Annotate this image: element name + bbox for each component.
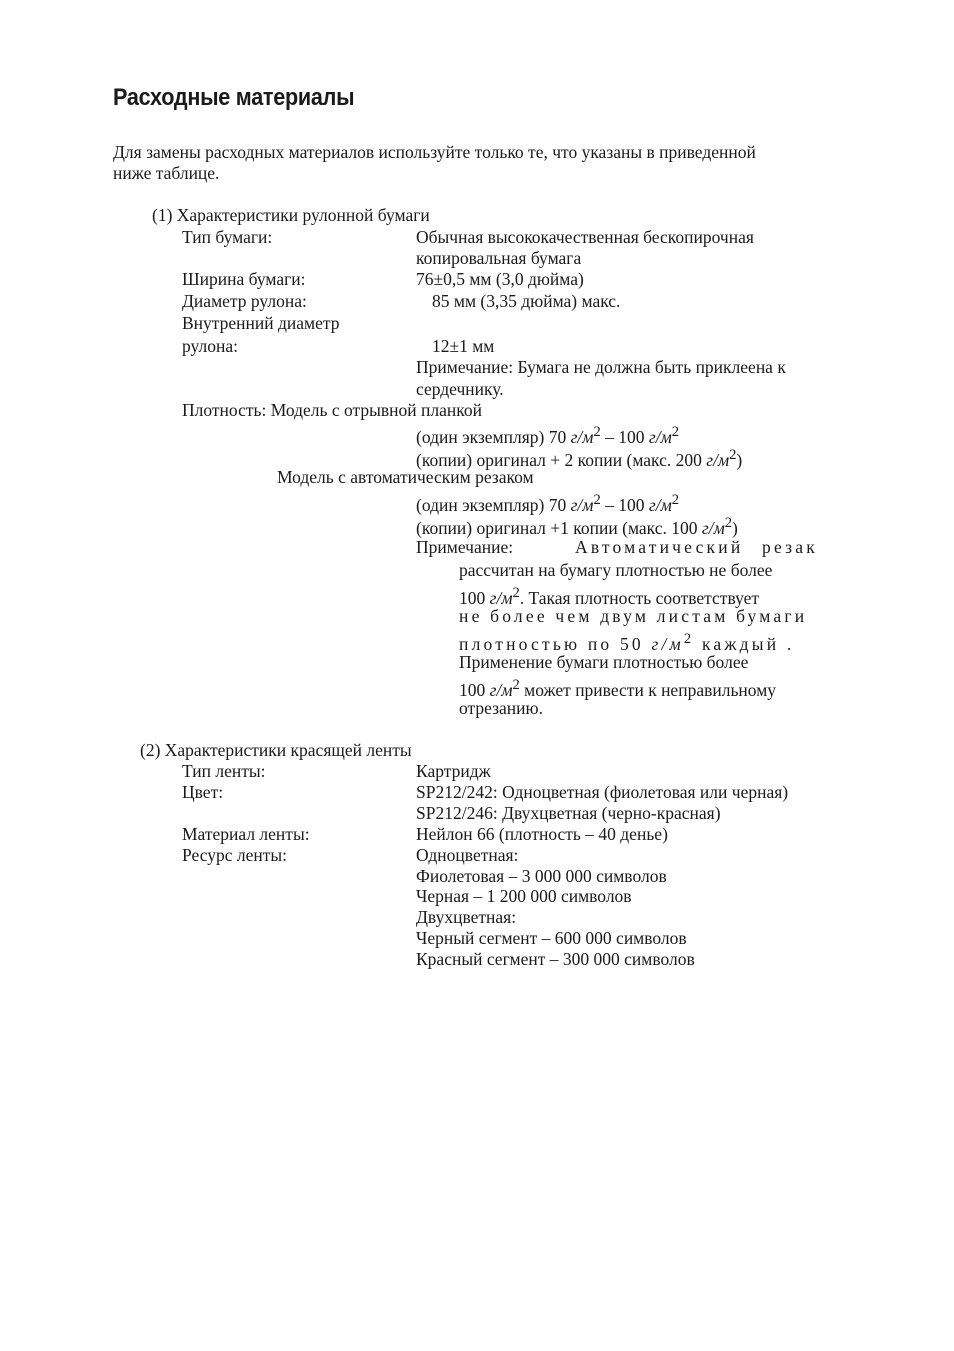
cutter-note-line-6: Применение бумаги плотностью более [459,652,749,672]
tearbar-single-density: (один экземпляр) 70 $г/м^2 - 100$ $г/м^2$ [416,424,680,447]
inner-diameter-label-1: Внутренний диаметр [182,313,340,333]
inner-note-line-2: сердечнику. [416,379,504,399]
cutter-single-density: (один экземпляр) 70 $г/м^2 - 100$ $г/м^2$ [416,492,680,515]
ribbon-life-value-6: Красный сегмент – 300 000 символов [416,949,695,969]
paper-type-value-2: копировальная бумага [416,248,582,268]
ribbon-material-label: Материал ленты: [182,824,310,844]
paper-width-label: Ширина бумаги: [182,269,306,289]
paper-type-label: Тип бумаги: [182,227,273,247]
cutter-note-line-2: рассчитан на бумагу плотностью не более [459,560,773,580]
inner-diameter-value: 12±1 мм [432,336,495,356]
ribbon-life-value-1: Одноцветная: [416,845,519,865]
page-title: Расходные материалы [113,84,355,111]
inner-note-line-1: Примечание: Бумага не должна быть приклеена к [416,357,786,377]
density-label: Плотность: Модель с отрывной планкой [182,400,482,420]
tearbar-copies-density: (копии) оригинал + 2 копии (макс. 200 $г/м^2$) [416,447,743,470]
paper-width-value: 76±0,5 мм (3,0 дюйма) [416,269,584,289]
ribbon-type-value: Картридж [416,761,491,781]
cutter-note-word-1: Автоматический [575,537,744,557]
roll-diameter-label: Диаметр рулона: [182,291,307,311]
inner-diameter-label-2: рулона: [182,336,238,356]
roll-diameter-value: 85 мм (3,35 дюйма) макс. [432,291,621,311]
cutter-note-line-3: 100 $г/м^2$. Такая плотность соответствует [459,585,760,608]
ribbon-life-value-3: Черная – 1 200 000 символов [416,886,632,906]
cutter-copies-density: (копии) оригинал +1 копии (макс. 100 $г/м^2$) [416,515,738,538]
ribbon-color-value-1: SP212/242: Одноцветная (фиолетовая или черная) [416,782,789,802]
ribbon-color-label: Цвет: [182,782,224,802]
cutter-note-prefix: Примечание: [416,537,514,557]
paper-type-value-1: Обычная высококачественная бескопирочная [416,227,754,247]
intro-line-1: Для замены расходных материалов используйте только те, что указаны в приведенной [113,142,756,162]
ribbon-color-value-2: SP212/246: Двухцветная (черно-красная) [416,803,721,823]
cutter-note-line-4: не более чем двум листам бумаги [459,606,808,626]
ribbon-type-label: Тип ленты: [182,761,266,781]
cutter-note-line-7: 100 $г/м^2$ может привести к неправильному [459,677,777,700]
cutter-note-line-8: отрезанию. [459,698,543,718]
ribbon-life-label: Ресурс ленты: [182,845,288,865]
ribbon-life-value-4: Двухцветная: [416,907,517,927]
ribbon-material-value: Нейлон 66 (плотность – 40 денье) [416,824,668,844]
cutter-note-line-5: плотностью по 50 $г/м^2$ каждый . [459,631,795,654]
paper-section-heading: (1) Характеристики рулонной бумаги [152,205,430,225]
cutter-model-label: Модель с автоматическим резаком [277,467,534,487]
cutter-note-word-2: резак [762,537,818,557]
ribbon-section-heading: (2) Характеристики красящей ленты [140,740,412,760]
ribbon-life-value-5: Черный сегмент – 600 000 символов [416,928,687,948]
ribbon-life-value-2: Фиолетовая – 3 000 000 символов [416,866,667,886]
intro-line-2: ниже таблице. [113,163,220,183]
